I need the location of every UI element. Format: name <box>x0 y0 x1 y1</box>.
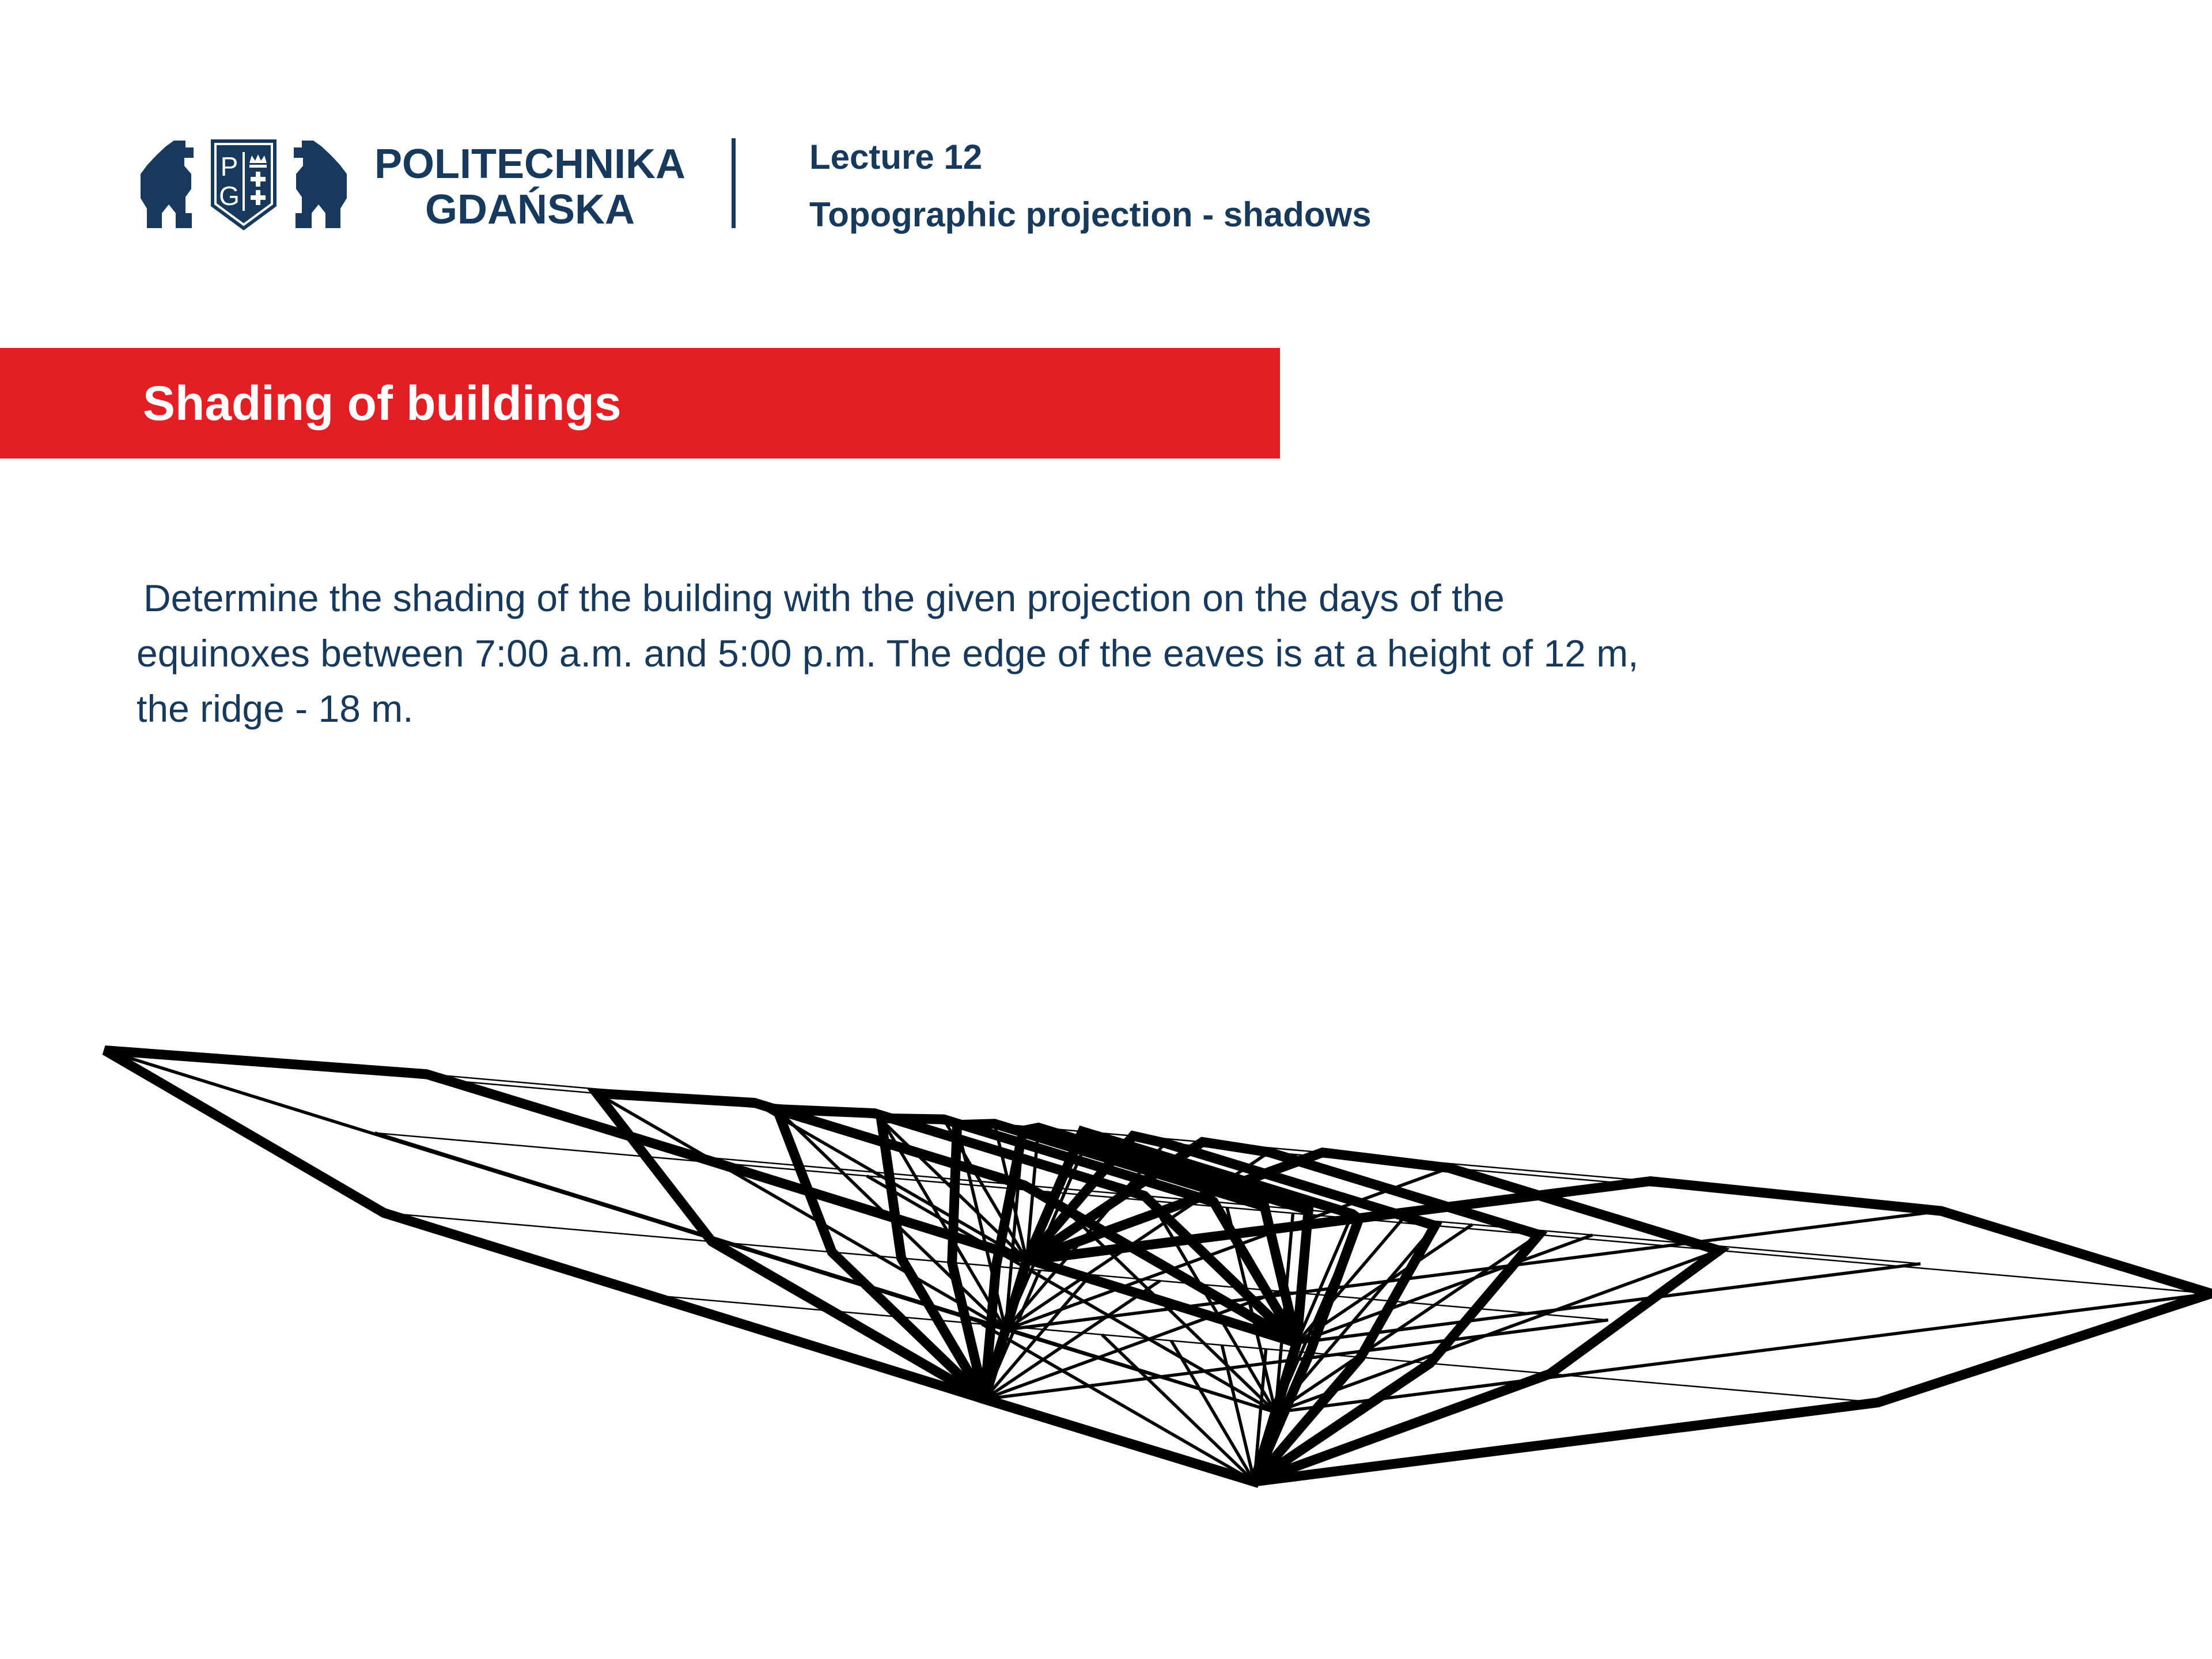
section-title: Shading of buildings <box>143 376 622 430</box>
lecture-topic: Topographic projection - shadows <box>809 195 1372 234</box>
problem-line-2: equinoxes between 7:00 a.m. and 5:00 p.m. The edge of the eaves is at a height of 12 m, <box>137 632 1639 675</box>
university-name-line2: GDAŃSKA <box>425 187 635 233</box>
hour-ray <box>1275 1294 2211 1412</box>
shield-letter-p: P <box>220 151 238 181</box>
lecture-label: Lecture 12 <box>809 138 983 176</box>
shadow-outline-hour-7 <box>105 1050 1297 1482</box>
shield-letter-g: G <box>219 181 240 211</box>
hour-ray <box>982 1324 1254 1482</box>
problem-line-3: the ridge - 18 m. <box>137 687 414 730</box>
problem-line-1: Determine the shading of the building with the given projection on the days of the <box>143 577 1505 619</box>
university-name-line1: POLITECHNIKA <box>374 141 685 187</box>
